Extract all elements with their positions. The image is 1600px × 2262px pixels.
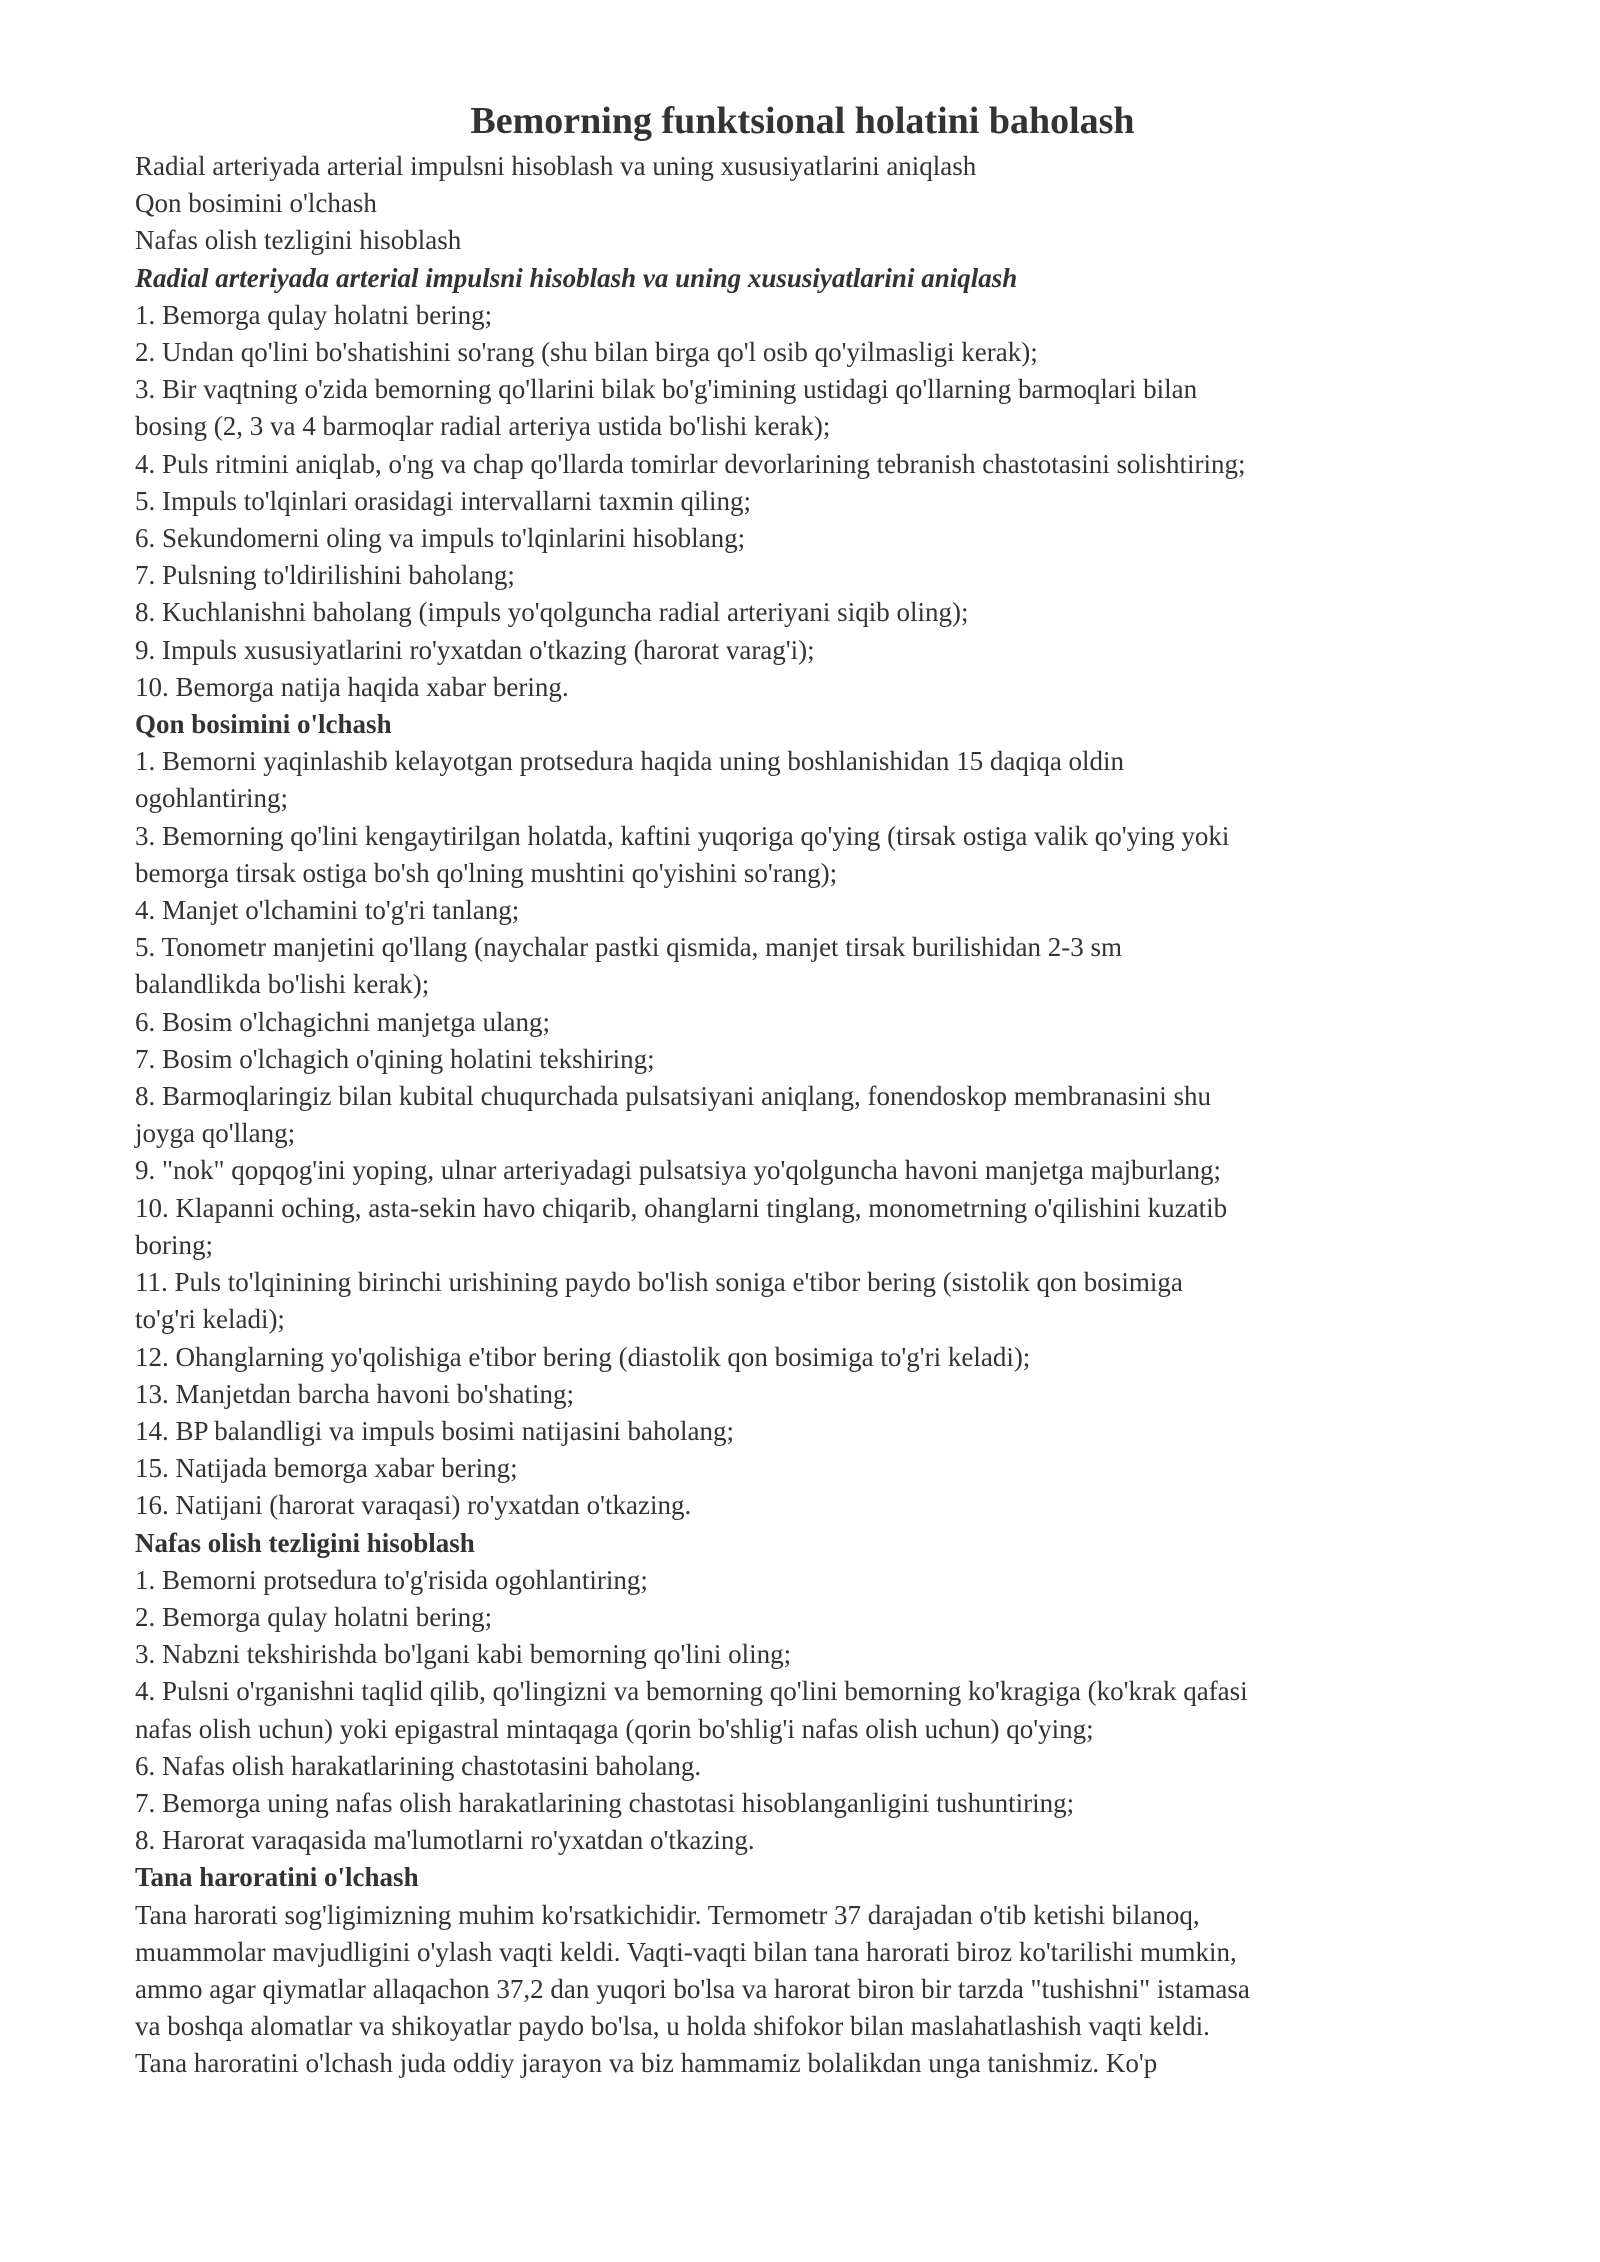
- text-line: 1. Bemorni protsedura to'g'risida ogohlantiring;: [135, 1564, 648, 1595]
- text-line: 2. Undan qo'lini bo'shatishini so'rang (shu bilan birga qo'l osib qo'yilmasligi kerak);: [135, 337, 1038, 368]
- text-line: nafas olish uchun) yoki epigastral mintaqaga (qorin bo'shlig'i nafas olish uchun) qo'ying;: [135, 1713, 1094, 1744]
- text-line: Tana harorati sog'ligimizning muhim ko'rsatkichidir. Termometr 37 darajadan o'tib ketishi bilanoq,: [135, 1899, 1200, 1930]
- text-line: 3. Bemorning qo'lini kengaytirilgan holatda, kaftini yuqoriga qo'ying (tirsak ostiga valik qo'ying yoki: [135, 820, 1230, 851]
- text-line: to'g'ri keladi);: [135, 1304, 285, 1335]
- text-line: 10. Bemorga natija haqida xabar bering.: [135, 671, 569, 702]
- text-line: 12. Ohanglarning yo'qolishiga e'tibor bering (diastolik qon bosimiga to'g'ri keladi);: [135, 1341, 1031, 1372]
- text-line: Tana haroratini o'lchash juda oddiy jarayon va biz hammamiz bolalikdan unga tanishmiz. Ko'p: [135, 2048, 1158, 2079]
- text-line: 3. Bir vaqtning o'zida bemorning qo'llarini bilak bo'g'imining ustidagi qo'llarning barmoqlari bilan: [135, 374, 1198, 405]
- text-line: bemorga tirsak ostiga bo'sh qo'lning mushtini qo'yishini so'rang);: [135, 857, 838, 888]
- text-line: 4. Pulsni o'rganishni taqlid qilib, qo'lingizni va bemorning qo'lini bemorning ko'kragiga (ko'krak qafasi: [135, 1676, 1248, 1707]
- text-line: 7. Pulsning to'ldirilishini baholang;: [135, 560, 515, 591]
- text-line: 6. Nafas olish harakatlarining chastotasini baholang.: [135, 1750, 702, 1781]
- text-line: 5. Impuls to'lqinlari orasidagi intervallarni taxmin qiling;: [135, 485, 752, 516]
- text-line: 6. Sekundomerni oling va impuls to'lqinlarini hisoblang;: [135, 523, 746, 554]
- text-line: 8. Barmoqlaringiz bilan kubital chuqurchada pulsatsiyani aniqlang, fonendoskop membranasini shu: [135, 1081, 1212, 1112]
- section-heading: Qon bosimini o'lchash: [135, 709, 392, 740]
- text-line: 9. Impuls xususiyatlarini ro'yxatdan o'tkazing (harorat varag'i);: [135, 634, 815, 665]
- text-line: ammo agar qiymatlar allaqachon 37,2 dan yuqori bo'lsa va harorat biron bir tarzda "tushishni" istamasa: [135, 1973, 1250, 2004]
- text-line: boring;: [135, 1229, 213, 1260]
- text-line: bosing (2, 3 va 4 barmoqlar radial arteriya ustida bo'lishi kerak);: [135, 411, 831, 442]
- text-line: 1. Bemorga qulay holatni bering;: [135, 299, 493, 330]
- text-line: 4. Manjet o'lchamini to'g'ri tanlang;: [135, 895, 520, 926]
- text-line: 13. Manjetdan barcha havoni bo'shating;: [135, 1378, 575, 1409]
- text-line: Nafas olish tezligini hisoblash: [135, 225, 462, 256]
- text-line: joyga qo'llang;: [135, 1118, 296, 1149]
- text-line: Radial arteriyada arterial impulsni hisoblash va uning xususiyatlarini aniqlash: [135, 151, 977, 181]
- text-line: ogohlantiring;: [135, 783, 288, 814]
- text-line: balandlikda bo'lishi kerak);: [135, 969, 430, 1000]
- document-body: [135, 148, 1470, 2083]
- text-line: va boshqa alomatlar va shikoyatlar paydo bo'lsa, u holda shifokor bilan maslahatlashish vaqti keldi.: [135, 2011, 1210, 2042]
- section-heading: Tana haroratini o'lchash: [135, 1862, 419, 1893]
- text-line: 8. Harorat varaqasida ma'lumotlarni ro'yxatdan o'tkazing.: [135, 1825, 755, 1856]
- text-line: 6. Bosim o'lchagichni manjetga ulang;: [135, 1006, 551, 1037]
- text-line: 7. Bemorga uning nafas olish harakatlarining chastotasi hisoblanganligini tushuntiring;: [135, 1787, 1075, 1818]
- text-line: 4. Puls ritmini aniqlab, o'ng va chap qo'llarda tomirlar devorlarining tebranish chastotasini solishtiring;: [135, 448, 1246, 479]
- text-line: 8. Kuchlanishni baholang (impuls yo'qolguncha radial arteriyani siqib oling);: [135, 597, 969, 628]
- text-line: 1. Bemorni yaqinlashib kelayotgan protsedura haqida uning boshlanishidan 15 daqiqa oldin: [135, 746, 1125, 777]
- text-line: 16. Natijani (harorat varaqasi) ro'yxatdan o'tkazing.: [135, 1490, 692, 1521]
- section-heading: Nafas olish tezligini hisoblash: [135, 1527, 475, 1558]
- text-line: 2. Bemorga qulay holatni bering;: [135, 1601, 493, 1632]
- text-line: muammolar mavjudligini o'ylash vaqti keldi. Vaqti-vaqti bilan tana harorati biroz ko'tarilishi mumkin,: [135, 1936, 1237, 1967]
- text-line: 9. "nok" qopqog'ini yoping, ulnar arteriyadagi pulsatsiya yo'qolguncha havoni manjetga majburlang;: [135, 1155, 1222, 1186]
- page-title: Bemorning funktsional holatini baholash: [470, 100, 1135, 142]
- text-line: 14. BP balandligi va impuls bosimi natijasini baholang;: [135, 1415, 734, 1446]
- text-line: Qon bosimini o'lchash: [135, 188, 377, 219]
- text-line: 15. Natijada bemorga xabar bering;: [135, 1453, 518, 1484]
- text-line: 11. Puls to'lqinining birinchi urishining paydo bo'lish soniga e'tibor bering (sistolik qon bosimiga: [135, 1267, 1183, 1298]
- text-line: 3. Nabzni tekshirishda bo'lgani kabi bemorning qo'lini oling;: [135, 1639, 792, 1670]
- text-line: 5. Tonometr manjetini qo'llang (naychalar pastki qismida, manjet tirsak burilishidan 2-3 sm: [135, 932, 1123, 963]
- text-line: 10. Klapanni oching, asta-sekin havo chiqarib, ohanglarni tinglang, monometrning o'qilishini kuzatib: [135, 1192, 1228, 1223]
- section-heading: Radial arteriyada arterial impulsni hisoblash va uning xususiyatlarini aniqlash: [135, 262, 1018, 293]
- text-line: 7. Bosim o'lchagich o'qining holatini tekshiring;: [135, 1043, 655, 1074]
